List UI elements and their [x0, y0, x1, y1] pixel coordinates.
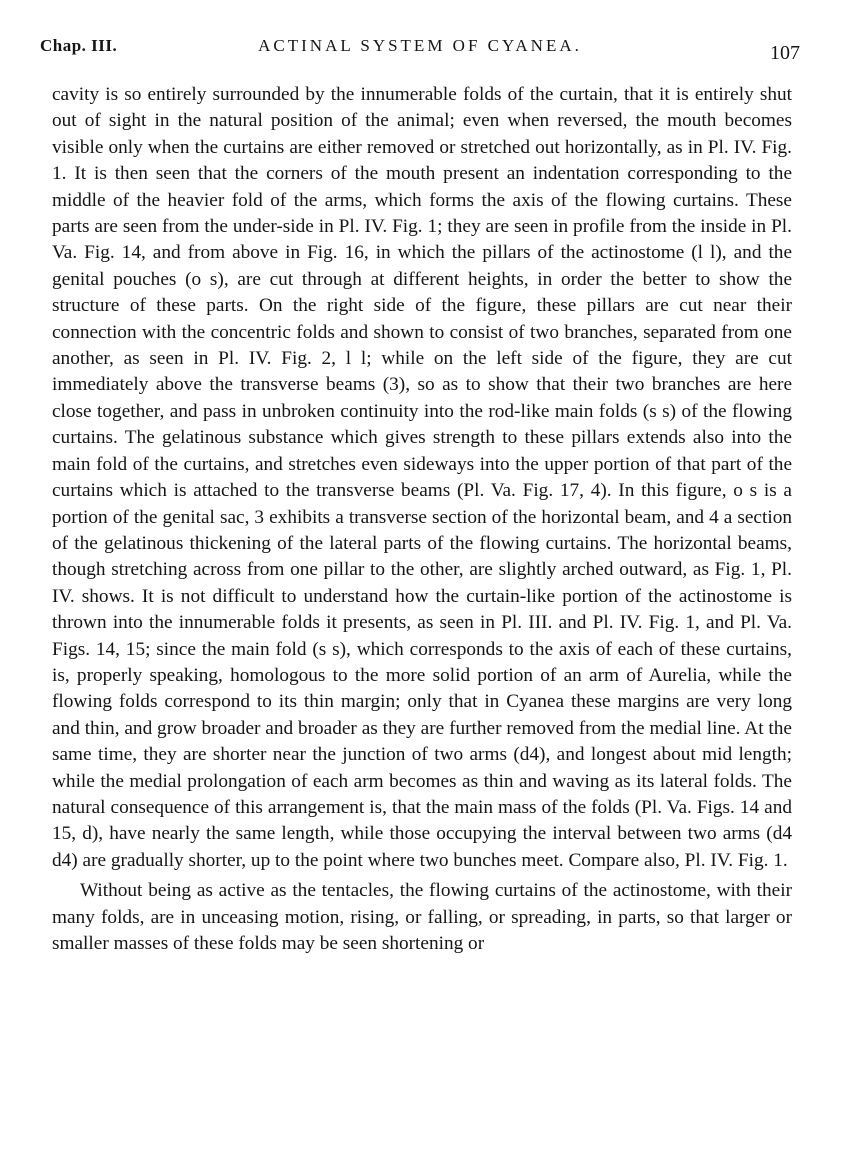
page-number: 107 [770, 42, 800, 64]
page-header [40, 30, 800, 66]
body-text [52, 82, 792, 957]
running-title: ACTINAL SYSTEM OF CYANEA. [258, 36, 582, 55]
chapter-label: Chap. III. [40, 36, 118, 55]
paragraph-2: Without being as active as the tentacles, the flowing curtains of the actinostome, with their many folds, are in unceasing motion, rising, or falling, or spreading, in parts, so that larger or smaller masses of these folds may be seen shortening or [52, 880, 792, 954]
paragraph-1: cavity is so entirely surrounded by the innumerable folds of the curtain, that it is entirely shut out of sight in the natural position of the animal; even when reversed, the mouth becomes visible only when the curtains are either removed or stretched out horizontally, as in Pl. IV. Fig. 1. It is then seen that the corners of the mouth present an indentation corresponding to the middle of the heavier fold of the arms, which forms the axis of the flowing curtains. These parts are seen from the under-side in Pl. IV. Fig. 1; they are seen in profile from the inside in Pl. Va. Fig. 14, and from above in Fig. 16, in which the pillars of the actinostome (l l), and the genital pouches (o s), are cut through at different heights, in order the better to show the structure of these parts. On the right side of the figure, these pillars are cut near their connection with the concentric folds and shown to consist of two branches, separated from one another, as seen in Pl. IV. Fig. 2, l l; while on the left side of the figure, they are cut immediately above the transverse beams (3), so as to show that their two branches are here close together, and pass in unbroken continuity into the rod-like main folds (s s) of the flowing curtains. The gelatinous substance which gives strength to these pillars extends also into the main fold of the curtains, and stretches even sideways into the upper portion of that part of the curtains which is attached to the transverse beams (Pl. Va. Fig. 17, 4). In this figure, o s is a portion of the genital sac, 3 exhibits a transverse section of the horizontal beam, and 4 a section of the gelatinous thickening of the lateral parts of the flowing curtains. The horizontal beams, though stretching across from one pillar to the other, are slightly arched outward, as Fig. 1, Pl. IV. shows. It is not difficult to understand how the curtain-like portion of the actinostome is thrown into the innumerable folds it presents, as seen in Pl. III. and Pl. IV. Fig. 1, and Pl. Va. Figs. 14, 15; since the main fold (s s), which corresponds to the axis of each of these curtains, is, properly speaking, homologous to the more solid portion of an arm of Aurelia, while the flowing folds correspond to its thin margin; only that in Cyanea these margins are very long and thin, and grow broader and broader as they are further removed from the medial line. At the same time, they are shorter near the junction of two arms (d4), and longest about mid length; while the medial prolongation of each arm becomes as thin and waving as its lateral folds. The natural consequence of this arrangement is, that the main mass of the folds (Pl. Va. Figs. 14 and 15, d), have nearly the same length, while those occupying the interval between two arms (d4 d4) are gradually shorter, up to the point where two bunches meet. Compare also, Pl. IV. Fig. 1. [52, 84, 792, 871]
